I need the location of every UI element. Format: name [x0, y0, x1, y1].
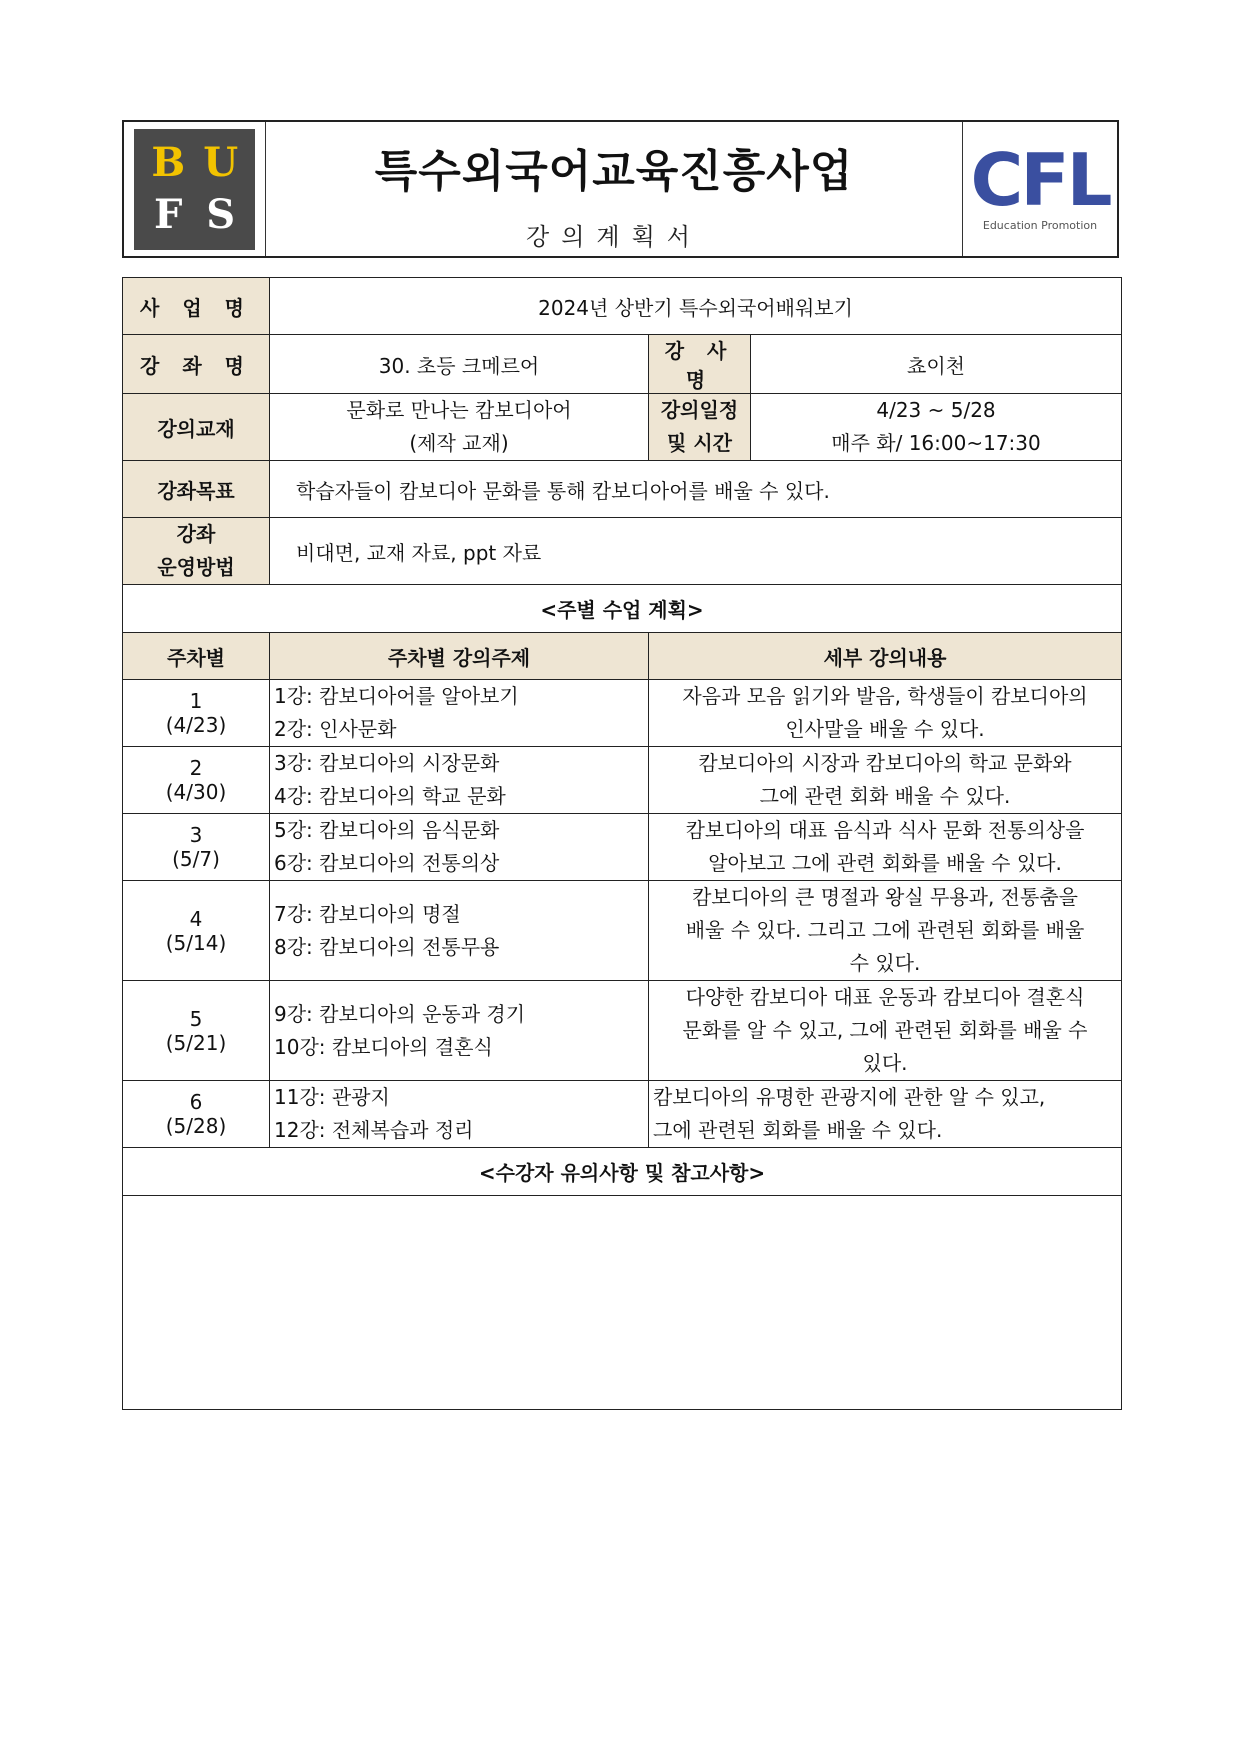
textbook-row [123, 394, 1122, 461]
detail-line: 문화를 알 수 있고, 그에 관련된 회화를 배울 수 [682, 1018, 1088, 1042]
schedule-label [649, 394, 751, 461]
instructor-label: 강 사 명 [649, 335, 751, 394]
topic-line: 12강: 전체복습과 정리 [274, 1118, 474, 1142]
week-details [649, 747, 1122, 814]
textbook-line: 문화로 만나는 캄보디아어 [346, 398, 572, 422]
detail-line: 캄보디아의 유명한 관광지에 관한 알 수 있고, [653, 1085, 1046, 1109]
textbook-value [270, 394, 649, 461]
schedule-value [751, 394, 1122, 461]
bufs-logo-letter: U [203, 138, 239, 186]
topic-line: 3강: 캄보디아의 시장문화 [274, 751, 500, 775]
week-topics [270, 747, 649, 814]
goal-row [123, 461, 1122, 518]
topic-line: 9강: 캄보디아의 운동과 경기 [274, 1001, 526, 1026]
week-cell [123, 881, 270, 981]
project-label: 사 업 명 [123, 278, 270, 335]
week-column-header: 주차별 [123, 633, 270, 680]
cfl-logo [963, 122, 1117, 256]
document-title: 특수외국어교육진흥사업 [374, 145, 854, 197]
project-value: 2024년 상반기 특수외국어배워보기 [270, 278, 1122, 335]
schedule-line: 4/23 ~ 5/28 [876, 398, 996, 422]
week-cell [123, 747, 270, 814]
document-header [122, 120, 1119, 258]
topic-line: 6강: 캄보디아의 전통의상 [274, 851, 500, 875]
method-label-line: 운영방법 [157, 555, 235, 579]
course-row [123, 335, 1122, 394]
week-number: 2 [189, 756, 203, 780]
week-details [649, 881, 1122, 981]
detail-line: 캄보디아의 대표 음식과 식사 문화 전통의상을 [685, 818, 1085, 842]
method-value: 비대면, 교재 자료, ppt 자료 [270, 518, 1122, 585]
schedule-label-line: 강의일정 [660, 398, 739, 422]
notes-section-row [123, 1148, 1122, 1196]
textbook-label: 강의교재 [123, 394, 270, 461]
weekly-header-row [123, 633, 1122, 680]
week-row [123, 881, 1122, 981]
week-details [649, 1081, 1122, 1148]
detail-line: 알아보고 그에 관련 회화를 배울 수 있다. [708, 851, 1062, 875]
week-number: 1 [189, 689, 203, 713]
detail-line: 인사말을 배울 수 있다. [785, 717, 985, 741]
syllabus-table [122, 277, 1122, 1410]
week-number: 3 [189, 823, 203, 847]
week-row [123, 747, 1122, 814]
detail-line: 자음과 모음 읽기와 발음, 학생들이 캄보디아의 [682, 684, 1088, 708]
project-row [123, 278, 1122, 335]
course-value: 30. 초등 크메르어 [270, 335, 649, 394]
week-number: 5 [189, 1006, 203, 1031]
method-label-line: 강좌 [176, 522, 216, 546]
bufs-logo-letter: S [206, 191, 236, 239]
topic-line: 1강: 캄보디아어를 알아보기 [274, 684, 519, 708]
goal-value: 학습자들이 캄보디아 문화를 통해 캄보디아어를 배울 수 있다. [270, 461, 1122, 518]
textbook-line: (제작 교재) [409, 431, 509, 455]
week-date: (4/30) [165, 780, 227, 804]
week-details [649, 981, 1122, 1081]
instructor-value: 쵸이천 [751, 335, 1122, 394]
cfl-logo-caption: Education Promotion [982, 218, 1098, 232]
week-row [123, 1081, 1122, 1148]
goal-label: 강좌목표 [123, 461, 270, 518]
week-cell [123, 1081, 270, 1148]
topic-column-header: 주차별 강의주제 [270, 633, 649, 680]
notes-row [123, 1196, 1122, 1410]
detail-line: 그에 관련 회화 배울 수 있다. [759, 784, 1011, 808]
week-details [649, 680, 1122, 747]
topic-line: 4강: 캄보디아의 학교 문화 [274, 784, 506, 808]
week-cell [123, 680, 270, 747]
method-label [123, 518, 270, 585]
topic-line: 11강: 관광지 [274, 1085, 390, 1109]
week-date: (5/21) [165, 1030, 227, 1055]
detail-line: 그에 관련된 회화를 배울 수 있다. [653, 1118, 943, 1142]
week-row [123, 814, 1122, 881]
detail-line: 다양한 캄보디아 대표 운동과 캄보디아 결혼식 [685, 985, 1085, 1009]
bufs-logo-letter: B [151, 138, 186, 186]
week-row [123, 981, 1122, 1081]
topic-line: 2강: 인사문화 [274, 717, 397, 741]
week-topics [270, 680, 649, 747]
week-topics [270, 881, 649, 981]
week-topics [270, 1081, 649, 1148]
week-topics [270, 981, 649, 1081]
notes-section-title: <수강자 유의사항 및 참고사항> [123, 1148, 1122, 1196]
week-date: (4/23) [165, 713, 227, 737]
schedule-line: 매주 화/ 16:00~17:30 [831, 431, 1041, 455]
topic-line: 10강: 캄보디아의 결혼식 [274, 1034, 493, 1059]
method-row [123, 518, 1122, 585]
document-subtitle: 강의계획서 [526, 222, 702, 251]
bufs-logo-cell [124, 122, 266, 256]
week-date: (5/14) [165, 930, 227, 955]
week-date: (5/7) [172, 847, 220, 871]
detail-column-header: 세부 강의내용 [649, 633, 1122, 680]
week-date: (5/28) [165, 1114, 227, 1138]
schedule-label-line: 및 시간 [667, 431, 732, 455]
weekly-section-row [123, 585, 1122, 633]
week-number: 6 [189, 1090, 203, 1114]
topic-line: 7강: 캄보디아의 명절 [274, 901, 461, 926]
detail-line: 배울 수 있다. 그리고 그에 관련된 회화를 배울 [685, 918, 1085, 942]
week-row [123, 680, 1122, 747]
week-number: 4 [189, 906, 203, 931]
course-label: 강 좌 명 [123, 335, 270, 394]
week-topics [270, 814, 649, 881]
week-details [649, 814, 1122, 881]
detail-line: 캄보디아의 시장과 캄보디아의 학교 문화와 [698, 751, 1072, 775]
topic-line: 5강: 캄보디아의 음식문화 [274, 818, 500, 842]
cfl-logo-text: CFL [970, 138, 1110, 223]
notes-content [123, 1196, 1122, 1410]
week-cell [123, 814, 270, 881]
topic-line: 8강: 캄보디아의 전통무용 [274, 934, 500, 959]
detail-line: 캄보디아의 큰 명절과 왕실 무용과, 전통춤을 [692, 885, 1078, 909]
weekly-section-title: <주별 수업 계획> [123, 585, 1122, 633]
detail-line: 있다. [862, 1051, 908, 1075]
detail-line: 수 있다. [849, 951, 921, 975]
week-cell [123, 981, 270, 1081]
header-title-cell [266, 122, 963, 256]
bufs-logo [134, 129, 255, 250]
bufs-logo-letter: F [154, 191, 183, 239]
